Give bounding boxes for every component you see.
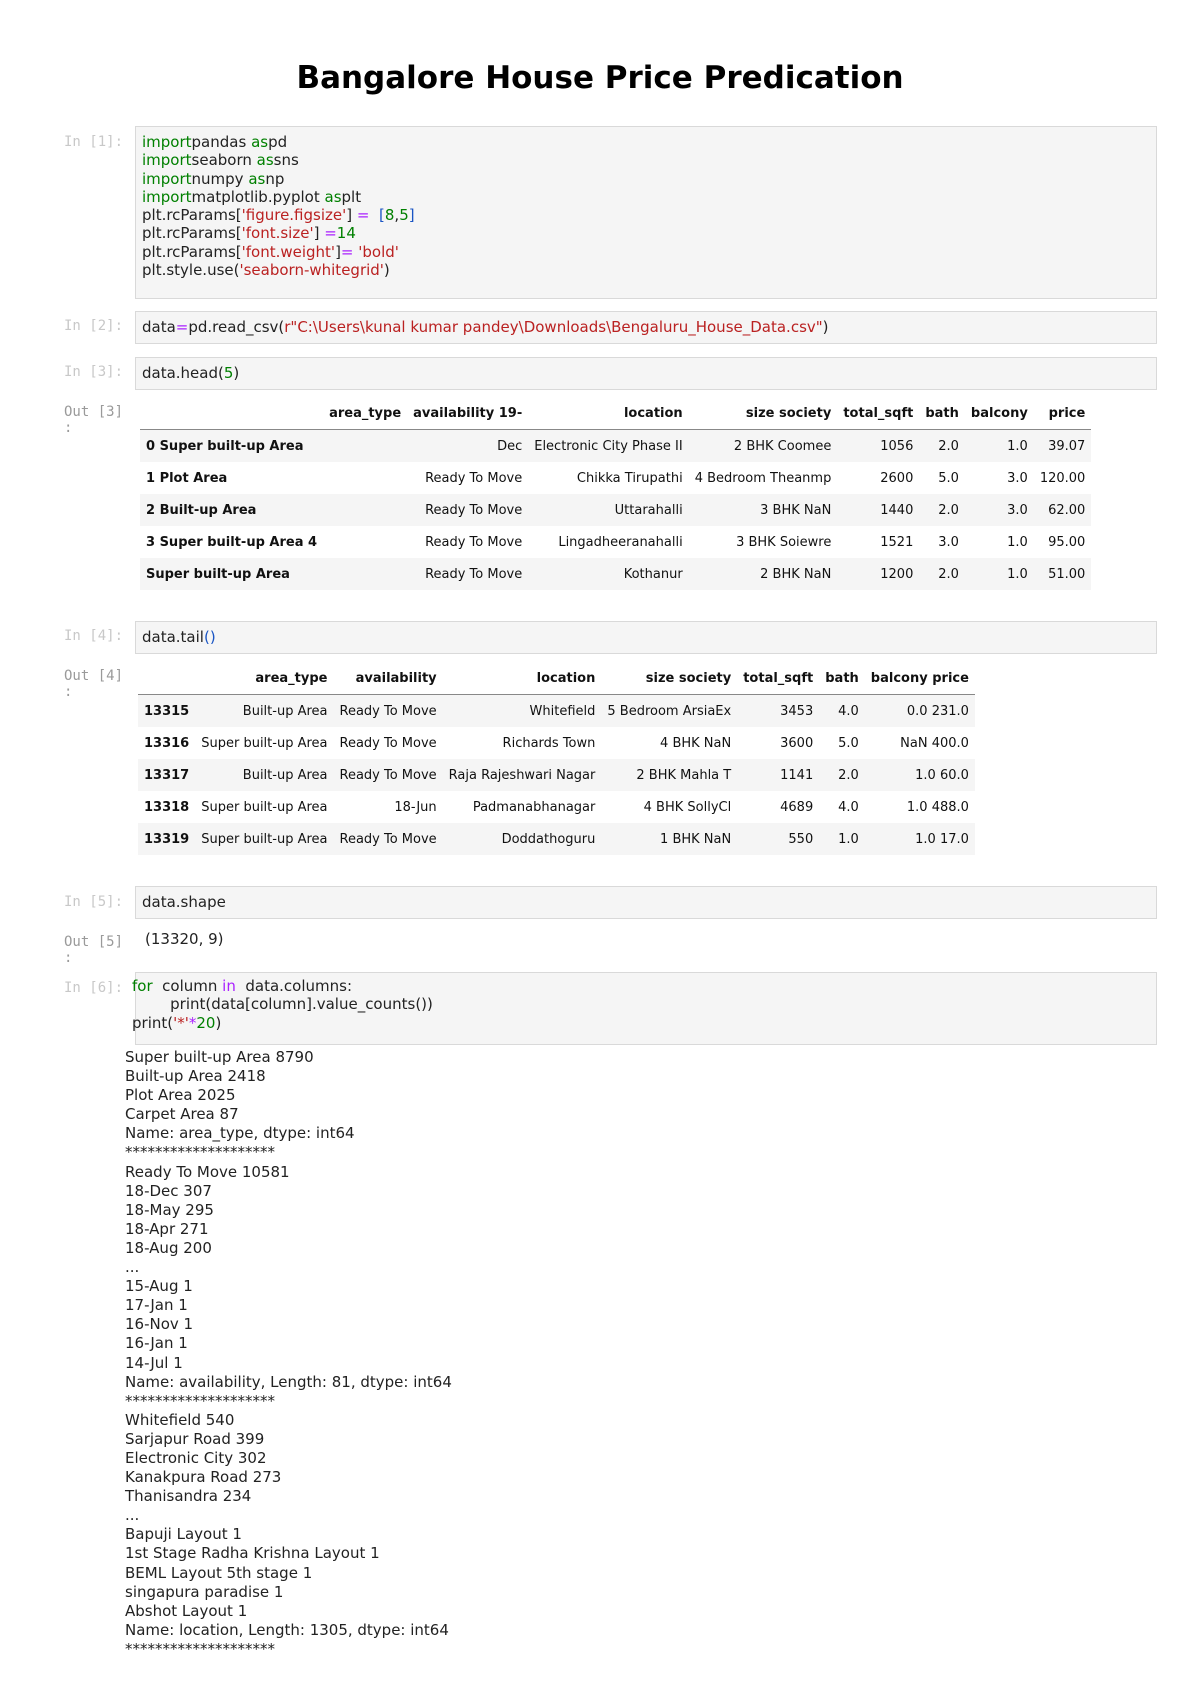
table-cell: 5.0 (838, 735, 859, 751)
table-cell: 3453 (737, 695, 819, 728)
output-line: ******************** (125, 1639, 275, 1658)
output-line: Thanisandra 234 (125, 1487, 252, 1506)
column-header: location (528, 397, 688, 430)
table-row (140, 462, 1091, 494)
code-line (142, 133, 1150, 151)
code-token: ] (313, 224, 325, 243)
in-prompt-4: In [4]: (64, 628, 124, 644)
table-cell: 4 BHK SollyCl (643, 799, 732, 815)
table-cell: 3 Super built-up Area 4 (146, 534, 318, 550)
code-token: as (248, 169, 266, 188)
table-cell: Ready To Move (334, 759, 443, 791)
code-token: pd.read_csv( (188, 318, 285, 336)
column-header: total_sqft (737, 662, 819, 695)
table-row (140, 494, 1091, 526)
table-cell: 5.0 (938, 470, 959, 486)
table-cell: Padmanabhanagar (472, 799, 596, 815)
code-token: 'font.weight' (241, 242, 336, 261)
output-line: 17-Jan 1 (125, 1296, 188, 1315)
code-token: numpy (191, 169, 249, 188)
table-cell: 120.00 (1039, 470, 1086, 486)
column-header: area_type (195, 662, 333, 695)
column-header: area_type (323, 397, 407, 430)
table-cell: 3 BHK Soiewre (736, 534, 832, 550)
table-cell: 4 BHK NaN (660, 735, 732, 751)
table-cell: Super built-up Area (140, 558, 323, 590)
code-token: data.shape (142, 893, 226, 911)
table-cell: Kothanur (528, 558, 688, 590)
code-token: = (356, 206, 370, 225)
output-line: Super built-up Area 8790 (125, 1048, 314, 1066)
code-line (142, 170, 1150, 188)
in-prompt-6: In [6]: (64, 980, 124, 996)
out-prompt-3: Out [3] : (64, 404, 124, 436)
code-line (142, 188, 1150, 206)
code-block (136, 312, 1156, 342)
output-line: Whitefield 540 (125, 1410, 235, 1429)
column-header: size society (601, 662, 737, 695)
table-cell: 2 BHK NaN (689, 558, 838, 590)
code-line (142, 151, 1150, 169)
table-row (138, 823, 975, 855)
code-token: ] (346, 206, 357, 225)
code-line (132, 1014, 1150, 1032)
output-line: 18-Apr 271 (125, 1219, 209, 1238)
table-cell: Ready To Move (339, 735, 437, 751)
page-title: Bangalore House Price Predication (296, 60, 904, 96)
code-token: column (152, 977, 223, 995)
output-line: Carpet Area 87 (125, 1105, 239, 1124)
code-token: print(data[column].value_counts()) (132, 995, 433, 1014)
table-cell: 2.0 (919, 494, 965, 526)
output-line: Name: availability, Length: 81, dtype: int64 (125, 1372, 452, 1391)
output-line: Built-up Area 2418 (125, 1067, 266, 1086)
column-header (138, 662, 195, 695)
table-cell: 1.0 60.0 (865, 759, 975, 791)
code-token: plt.rcParams[ (142, 224, 242, 243)
table-cell: NaN 400.0 (900, 735, 969, 751)
table-cell: Electronic City Phase II (528, 430, 688, 463)
table-cell: 1440 (837, 494, 919, 526)
table-cell: 1056 (837, 430, 919, 463)
out-prompt-5: Out [5] : (64, 934, 124, 966)
table-cell: Built-up Area (195, 695, 333, 728)
table-cell: 1141 (737, 759, 819, 791)
code-token: as (251, 133, 269, 151)
table-cell (323, 526, 407, 558)
table-header-row (138, 662, 975, 695)
table-cell: 1.0 (965, 558, 1034, 590)
table-cell: 4.0 (819, 695, 865, 728)
code-block (126, 973, 1156, 1038)
in-prompt-3: In [3]: (64, 364, 124, 380)
table-cell: Ready To Move (334, 695, 443, 728)
code-line (142, 206, 1150, 224)
code-line (142, 261, 1150, 279)
code-token: = (340, 242, 354, 261)
table-cell: 1.0 (819, 823, 865, 855)
table-cell: 2 BHK Coomee (689, 430, 838, 463)
code-line (142, 628, 1150, 646)
code-token: in (222, 977, 236, 995)
code-token: '*' (173, 1013, 189, 1032)
output-line: Kanakpura Road 273 (125, 1468, 282, 1487)
table-cell: 1200 (837, 558, 919, 590)
code-cell-6[interactable] (132, 972, 1157, 1045)
code-token: () (203, 628, 216, 646)
table-cell: 2600 (880, 470, 914, 486)
code-token: np (265, 169, 285, 188)
code-token: matplotlib.pyplot (191, 187, 325, 206)
table-cell: Super built-up Area (201, 799, 328, 815)
code-token: sns (273, 151, 299, 170)
table-row (138, 759, 975, 791)
code-token: 'bold' (353, 242, 399, 261)
output-line: ... (125, 1506, 140, 1525)
output-line: Name: area_type, dtype: int64 (125, 1124, 355, 1143)
output-line: 18-May 295 (125, 1200, 214, 1219)
output-line: 16-Nov 1 (125, 1315, 194, 1334)
code-token: plt.style.use( (142, 261, 240, 280)
code-token: import (142, 187, 192, 206)
table-cell: 1521 (880, 534, 914, 550)
code-cell-1[interactable] (135, 126, 1157, 299)
table-cell: 39.07 (1034, 430, 1092, 463)
table-row (140, 430, 1091, 463)
table-cell (323, 430, 407, 463)
in-prompt-1: In [1]: (64, 134, 124, 150)
output-line: 14-Jul 1 (125, 1353, 183, 1372)
code-token: plt (341, 187, 362, 206)
in-prompt-5: In [5]: (64, 894, 124, 910)
table-cell: 3 BHK NaN (689, 494, 838, 526)
table-cell: 13319 (138, 823, 195, 855)
code-cell-3[interactable] (135, 357, 1157, 390)
code-line (142, 893, 1150, 911)
code-token: 'figure.figsize' (241, 206, 347, 225)
table-cell: 2 BHK Mahla T (601, 759, 737, 791)
code-token: * (188, 1013, 197, 1032)
code-token: , (394, 206, 400, 225)
table-cell: 1 Plot Area (146, 470, 228, 486)
code-token: pd (268, 133, 288, 151)
code-token: print( (132, 1013, 174, 1032)
table-cell: 62.00 (1034, 494, 1092, 526)
out-prompt-4: Out [4] : (64, 668, 124, 700)
table-cell (323, 558, 407, 590)
output-line: Bapuji Layout 1 (125, 1525, 242, 1544)
code-line (142, 243, 1150, 261)
table-row (138, 727, 975, 759)
code-token: ] (408, 206, 415, 225)
column-header: availability 19- (407, 397, 528, 430)
table-cell: 2 Built-up Area (140, 494, 323, 526)
table-cell: 1.0 488.0 (906, 799, 969, 815)
table-row (138, 695, 975, 728)
column-header: balcony price (865, 662, 975, 695)
shape-output: (13320, 9) (145, 930, 224, 948)
table-cell: 2.0 (919, 430, 965, 463)
code-token: = (324, 224, 337, 243)
table-cell: Uttarahalli (528, 494, 688, 526)
table-cell: 18-Jun (394, 799, 437, 815)
code-token: data.columns: (235, 977, 353, 995)
code-token: import (142, 151, 192, 170)
table-cell: 3.0 (938, 534, 959, 550)
code-block (136, 887, 1156, 917)
code-token: 8 (384, 206, 395, 225)
table-cell: 0.0 231.0 (865, 695, 975, 728)
table-cell: Ready To Move (407, 558, 528, 590)
table-cell: Ready To Move (407, 494, 528, 526)
code-token: 5 (223, 364, 234, 382)
column-header: bath (919, 397, 965, 430)
table-cell: 5 Bedroom ArsiaEx (601, 695, 737, 728)
table-cell: 13315 (138, 695, 195, 728)
output-line: Plot Area 2025 (125, 1086, 236, 1105)
output-line: Abshot Layout 1 (125, 1601, 248, 1620)
table-cell: 4689 (780, 799, 814, 815)
code-token: [ (379, 206, 385, 225)
output-line: 18-Aug 200 (125, 1238, 212, 1257)
value-counts-output (125, 1048, 452, 1659)
output-line: 15-Aug 1 (125, 1277, 193, 1296)
code-line (142, 364, 1150, 382)
table-cell: Chikka Tirupathi (576, 470, 683, 486)
table-cell: Ready To Move (425, 534, 523, 550)
dataframe-tail-table (138, 662, 975, 855)
table-cell: 1.0 (965, 430, 1034, 463)
table-header-row (140, 397, 1091, 430)
table-cell (323, 494, 407, 526)
code-token: for (132, 977, 153, 995)
column-header (140, 397, 323, 430)
output-line: Sarjapur Road 399 (125, 1429, 265, 1448)
code-token: as (324, 187, 342, 206)
code-token: data.head( (142, 364, 224, 382)
code-token: data (142, 318, 176, 336)
code-token: import (142, 169, 192, 188)
table-cell: Built-up Area (195, 759, 333, 791)
code-token: ) (383, 261, 390, 280)
table-cell: Raja Rajeshwari Nagar (443, 759, 602, 791)
code-cell-5[interactable] (135, 886, 1157, 919)
output-line: ******************** (125, 1391, 275, 1410)
output-line: Ready To Move 10581 (125, 1162, 290, 1181)
table-cell: 13317 (138, 759, 195, 791)
output-line: 1st Stage Radha Krishna Layout 1 (125, 1544, 380, 1563)
code-token: 20 (196, 1013, 216, 1032)
column-header: bath (819, 662, 865, 695)
code-token: import (142, 133, 192, 151)
table-cell (323, 462, 407, 494)
table-cell: Richards Town (502, 735, 596, 751)
table-cell: Doddathoguru (443, 823, 602, 855)
table-cell: Dec (407, 430, 528, 463)
code-line (132, 995, 1150, 1013)
table-cell: 3600 (780, 735, 814, 751)
code-block (136, 622, 1156, 652)
code-block (136, 127, 1156, 285)
table-cell: 3.0 (1007, 470, 1028, 486)
dataframe-head-table (140, 397, 1091, 590)
table-row (140, 526, 1091, 558)
code-line (142, 318, 1150, 336)
code-token: pandas (191, 133, 252, 151)
code-token: 'seaborn-whitegrid' (239, 261, 384, 280)
table-cell: Super built-up Area (201, 735, 328, 751)
table-cell: 550 (737, 823, 819, 855)
table-cell: 1.0 17.0 (865, 823, 975, 855)
code-line (142, 224, 1150, 242)
table-cell: Ready To Move (334, 823, 443, 855)
table-cell: 4 Bedroom Theanmp (694, 470, 832, 486)
code-cell-2[interactable] (135, 311, 1157, 344)
table-row (140, 558, 1091, 590)
code-token: plt.rcParams[ (142, 206, 242, 225)
code-token: data.tail (142, 628, 204, 646)
table-cell: 2.0 (919, 558, 965, 590)
code-token: ] (335, 242, 341, 261)
table-cell: Super built-up Area (195, 823, 333, 855)
table-cell: 95.00 (1048, 534, 1086, 550)
output-line: Electronic City 302 (125, 1448, 267, 1467)
output-line: singapura paradise 1 (125, 1582, 284, 1601)
table-cell: 4.0 (838, 799, 859, 815)
code-token: 5 (399, 206, 409, 225)
table-cell: Lingadheeranahalli (558, 534, 683, 550)
code-token: ) (215, 1013, 222, 1032)
code-cell-4[interactable] (135, 621, 1157, 654)
table-cell: Whitefield (443, 695, 602, 728)
column-header: availability (334, 662, 443, 695)
output-line: 18-Dec 307 (125, 1181, 212, 1200)
output-line: BEML Layout 5th stage 1 (125, 1563, 313, 1582)
code-token: 14 (336, 224, 356, 243)
output-line: ... (125, 1258, 140, 1277)
column-header: total_sqft (837, 397, 919, 430)
table-cell: 13316 (144, 735, 190, 751)
column-header: price (1034, 397, 1092, 430)
table-cell: 13318 (144, 799, 190, 815)
code-token: ) (822, 318, 829, 336)
code-line (132, 977, 1150, 995)
code-token: 'font.size' (241, 224, 314, 243)
code-token: seaborn (191, 151, 257, 170)
code-token: as (256, 151, 274, 170)
table-row (138, 791, 975, 823)
code-block (136, 358, 1156, 388)
column-header: location (443, 662, 602, 695)
column-header: size society (689, 397, 838, 430)
output-line: ******************** (125, 1143, 275, 1162)
code-token: r"C:\Users\kunal kumar pandey\Downloads\Bengaluru_House_Data.csv" (284, 318, 823, 336)
code-token: = (175, 318, 189, 336)
code-token (369, 206, 379, 224)
code-token: ) (233, 364, 240, 382)
table-cell: Ready To Move (425, 470, 523, 486)
output-line: Name: location, Length: 1305, dtype: int64 (125, 1620, 449, 1639)
table-cell: 1 BHK NaN (601, 823, 737, 855)
code-token: plt.rcParams[ (142, 242, 242, 261)
in-prompt-2: In [2]: (64, 318, 124, 334)
column-header: balcony (965, 397, 1034, 430)
table-cell: 1.0 (1007, 534, 1028, 550)
table-cell: 51.00 (1034, 558, 1092, 590)
table-cell: 0 Super built-up Area (140, 430, 323, 463)
table-cell: 2.0 (819, 759, 865, 791)
table-cell: 3.0 (965, 494, 1034, 526)
output-line: 16-Jan 1 (125, 1334, 188, 1353)
